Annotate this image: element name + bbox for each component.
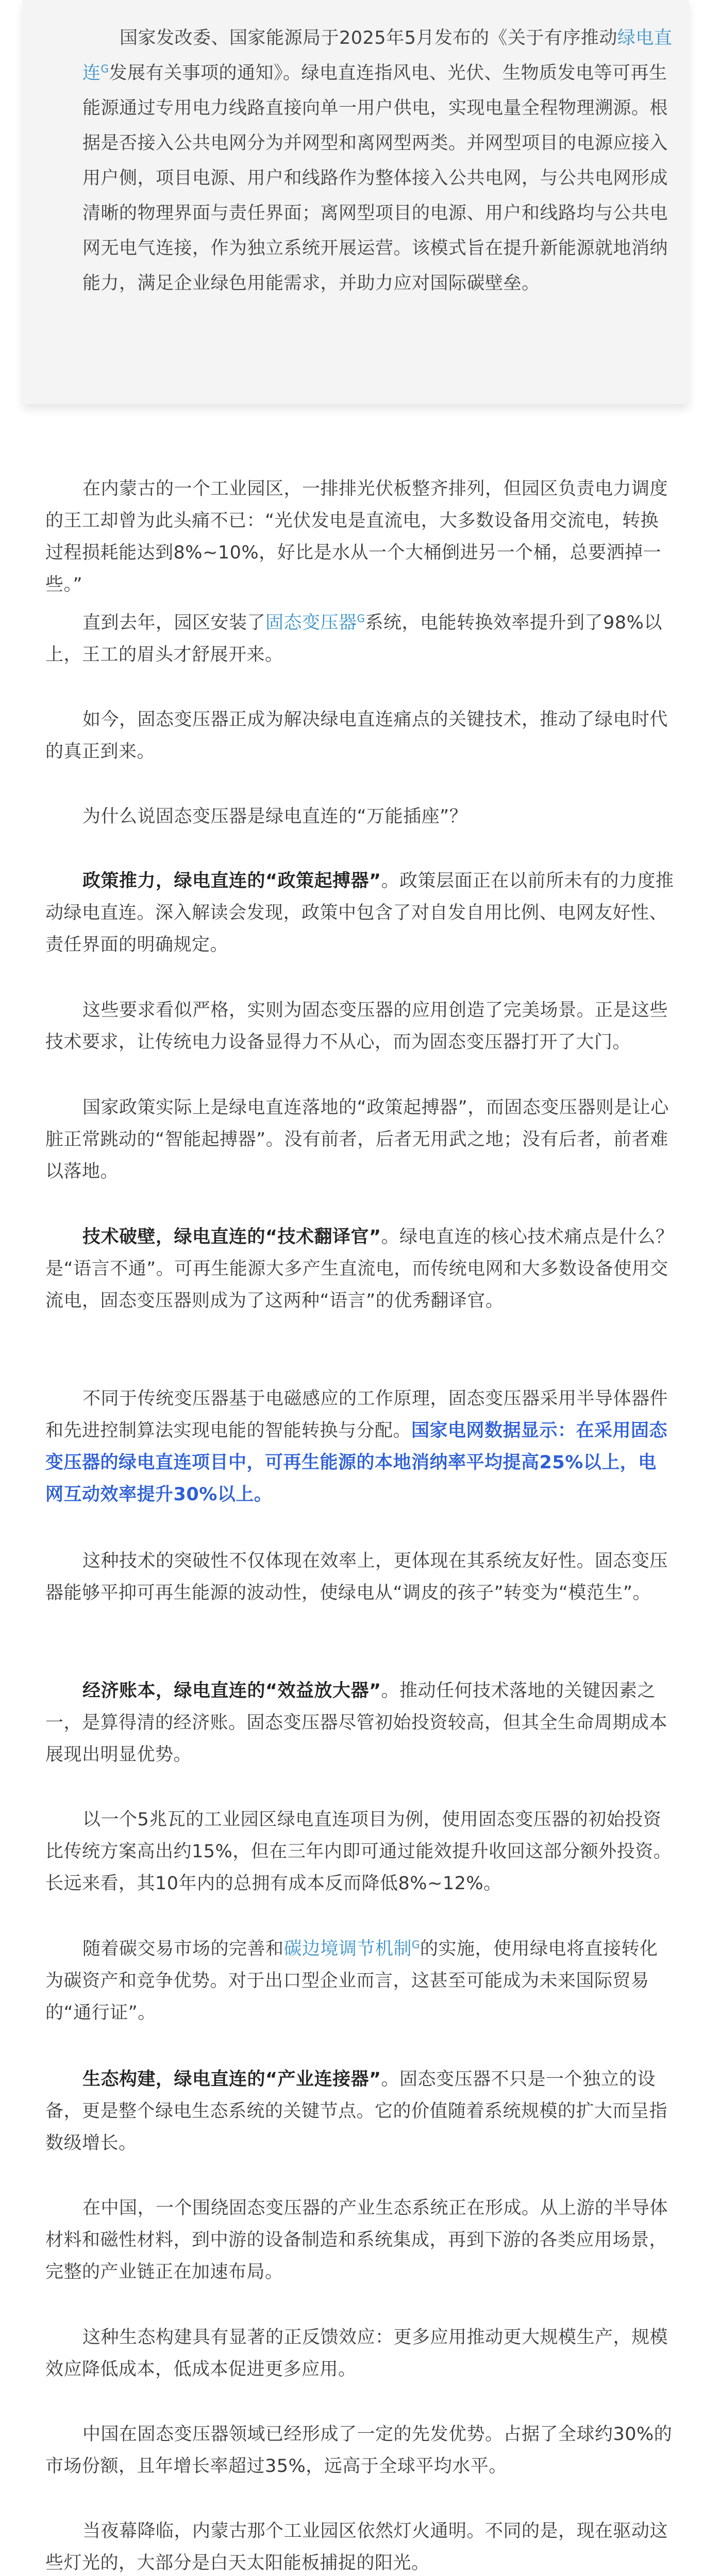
paragraph-18: 当夜幕降临，内蒙古那个工业园区依然灯火通明。不同的是，现在驱动这些灯光的，大部分是白天太阳能板捕捉的阳光。 (45, 2521, 668, 2573)
link-carbon-border-mechanism[interactable]: 碳边境调节机制 (283, 1939, 412, 1959)
paragraph-17: 中国在固态变压器领域已经形成了一定的先发优势。占据了全球约30%的市场份额，且年增长率超过35%，远高于全球平均水平。 (45, 2424, 673, 2477)
paragraph-3: 如今，固态变压器正成为解决绿电直连痛点的关键技术，推动了绿电时代的真正到来。 (45, 709, 668, 762)
paragraph-10: 这种技术的突破性不仅体现在效率上，更体现在其系统友好性。固态变压器能够平抑可再生能源的波动性，使绿电从“调皮的孩子”转变为“模范生”。 (45, 1551, 668, 1603)
link-green-direct-connection[interactable]: 绿电直连 (82, 28, 673, 83)
intro-text-part2: 发展有关事项的通知》。绿电直连指风电、光伏、生物质发电等可再生能源通过专用电力线路直接向单一用户供电，实现电量全程物理溯源。根据是否接入公共电网分为并网型和离网型两类。并网型项目的电源应接入用户侧，项目电源、用户和线路作为整体接入公共电网，与公共电网形成清晰的物理界面与责任界面；离网型项目的电源、用户和线路均与公共电网无电气连接，作为独立系统开展运营。该模式旨在提升新能源就地消纳能力，满足企业绿色用能需求，并助力应对国际碳壁垒。 (82, 63, 668, 294)
glossary-marker[interactable]: G (357, 612, 365, 625)
paragraph-8 (45, 1221, 674, 1317)
paragraph-13-text-a: 随着碳交易市场的完善和 (82, 1939, 284, 1959)
section-heading-ecosystem: 生态构建，绿电直连的“产业连接器” (82, 2069, 381, 2090)
intro-card (23, 0, 689, 404)
paragraph-13-text-b: 的实施，使用绿电将直接转化为碳资产和竞争优势。对于出口型企业而言，这甚至可能成为未来国际贸易的“通行证”。 (45, 1939, 658, 2023)
paragraph-5-text: 。政策层面正在以前所未有的力度推动绿电直连。深入解读会发现，政策中包含了对自发自用比例、电网友好性、责任界面的明确规定。 (45, 871, 674, 955)
paragraph-2-text-b: 系统，电能转换效率提升到了98%以上，王工的眉头才舒展开来。 (45, 613, 662, 665)
paragraph-13 (45, 1933, 674, 2029)
paragraph-14-text: 。固态变压器不只是一个独立的设备，更是整个绿电生态系统的关键节点。它的价值随着系统规模的扩大而呈指数级增长。 (45, 2069, 668, 2154)
intro-text (82, 21, 674, 301)
paragraph-14 (45, 2063, 674, 2159)
paragraph-12: 以一个5兆瓦的工业园区绿电直连项目为例，使用固态变压器的初始投资比传统方案高出约15%，但在三年内即可通过能效提升收回这部分额外投资。长远来看，其10年内的总拥有成本反而降低8%~12%。 (45, 1809, 672, 1894)
intro-text-part1: 国家发改委、国家能源局于2025年5月发布的《关于有序推动 (120, 28, 617, 48)
paragraph-2 (45, 607, 674, 671)
section-heading-policy: 政策推力，绿电直连的“政策起搏器” (82, 871, 381, 891)
paragraph-4: 为什么说固态变压器是绿电直连的“万能插座”？ (82, 806, 468, 827)
paragraph-16: 这种生态构建具有显著的正反馈效应：更多应用推动更大规模生产，规模效应降低成本，低成本促进更多应用。 (45, 2327, 668, 2380)
paragraph-15: 在中国，一个围绕固态变压器的产业生态系统正在形成。从上游的半导体材料和磁性材料，到中游的设备制造和系统集成，再到下游的各类应用场景，完整的产业链正在加速布局。 (45, 2198, 668, 2282)
glossary-marker[interactable]: G (101, 62, 109, 75)
glossary-marker[interactable]: G (412, 1938, 421, 1951)
data-highlight: 国家电网数据显示：在采用固态变压器的绿电直连项目中，可再生能源的本地消纳率平均提高25%以上，电网互动效率提升30%以上。 (45, 1420, 668, 1505)
section-heading-economics: 经济账本，绿电直连的“效益放大器” (82, 1681, 381, 1701)
section-heading-technology: 技术破壁，绿电直连的“技术翻译官” (82, 1227, 381, 1247)
paragraph-11 (45, 1675, 674, 1771)
paragraph-1: 在内蒙古的一个工业园区，一排排光伏板整齐排列，但园区负责电力调度的王工却曾为此头痛不已：“光伏发电是直流电，大多数设备用交流电，转换过程损耗能达到8%~10%，好比是水从一个大桶倒进另一个桶，总要洒掉一些。” (45, 479, 668, 595)
link-solid-state-transformer[interactable]: 固态变压器 (265, 613, 357, 633)
paragraph-7: 国家政策实际上是绿电直连落地的“政策起搏器”，而固态变压器则是让心脏正常跳动的“智能起搏器”。没有前者，后者无用武之地；没有后者，前者难以落地。 (45, 1097, 669, 1182)
paragraph-5 (45, 865, 674, 961)
paragraph-6: 这些要求看似严格，实则为固态变压器的应用创造了完美场景。正是这些技术要求，让传统电力设备显得力不从心，而为固态变压器打开了大门。 (45, 1000, 668, 1053)
paragraph-2-text-a: 直到去年，园区安装了 (82, 613, 266, 633)
paragraph-9 (45, 1383, 674, 1511)
paragraph-11-text: 。推动任何技术落地的关键因素之一，是算得清的经济账。固态变压器尽管初始投资较高，但其全生命周期成本展现出明显优势。 (45, 1681, 668, 1765)
paragraph-9-text: 不同于传统变压器基于电磁感应的工作原理，固态变压器采用半导体器件和先进控制算法实现电能的智能转换与分配。 (45, 1388, 668, 1441)
paragraph-8-text: 。绿电直连的核心技术痛点是什么？是“语言不通”。可再生能源大多产生直流电，而传统电网和大多数设备使用交流电，固态变压器则成为了这两种“语言”的优秀翻译官。 (45, 1227, 674, 1311)
